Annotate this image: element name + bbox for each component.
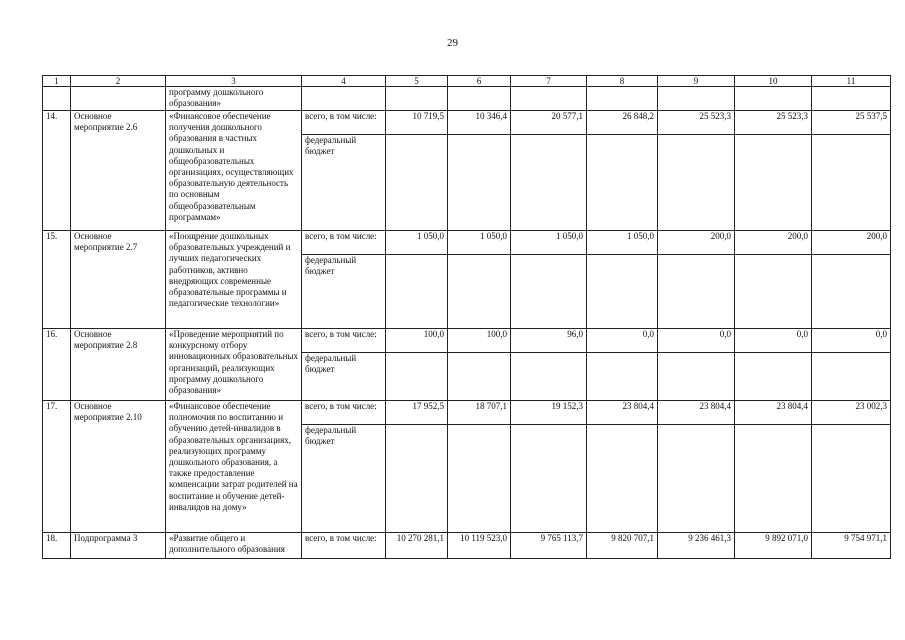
federal-label: федеральный бюджет: [302, 425, 386, 533]
value-cell: 1 050,0: [511, 231, 587, 255]
value-cell: 19 152,3: [511, 401, 587, 425]
page-number: 29: [447, 37, 458, 49]
federal-label: федеральный бюджет: [302, 255, 386, 329]
column-number: 10: [735, 76, 812, 87]
measure-name: Основное мероприятие 2.10: [71, 401, 166, 533]
table-row: [43, 533, 891, 559]
value-cell: 26 848,2: [587, 111, 658, 135]
value-cell: 0,0: [735, 329, 812, 353]
value-cell: 20 577,1: [511, 111, 587, 135]
total-label: всего, в том числе:: [302, 231, 386, 255]
value-cell: 100,0: [448, 329, 511, 353]
total-label: всего, в том числе:: [302, 111, 386, 135]
column-number: 7: [511, 76, 587, 87]
value-cell: 1 050,0: [386, 231, 448, 255]
value-cell: 0,0: [587, 329, 658, 353]
value-cell: 18 707,1: [448, 401, 511, 425]
budget-table: [42, 75, 891, 559]
column-number: 5: [386, 76, 448, 87]
value-cell: 23 002,3: [812, 401, 891, 425]
value-cell: 200,0: [735, 231, 812, 255]
value-cell: 1 050,0: [587, 231, 658, 255]
table-row: [43, 401, 891, 425]
value-cell: 25 523,3: [658, 111, 735, 135]
measure-description: «Финансовое обеспечение получения дошкольного образования в частных дошкольных и общеобразовательных организациях, осуществляющих образовательную деятельность по основным общеобразовательным программам»: [166, 111, 302, 231]
value-cell: 100,0: [386, 329, 448, 353]
measure-name: Основное мероприятие 2.8: [71, 329, 166, 401]
column-number: 2: [71, 76, 166, 87]
value-cell: 23 804,4: [658, 401, 735, 425]
value-cell: 200,0: [812, 231, 891, 255]
value-cell: 10 346,4: [448, 111, 511, 135]
row-number: 18.: [43, 533, 71, 559]
value-cell: 25 537,5: [812, 111, 891, 135]
table-row: [43, 231, 891, 255]
table-row: [43, 111, 891, 135]
column-number: 4: [302, 76, 386, 87]
value-cell: 10 719,5: [386, 111, 448, 135]
total-label: всего, в том числе:: [302, 329, 386, 353]
column-number: 9: [658, 76, 735, 87]
row-number: 17.: [43, 401, 71, 533]
row-number: 16.: [43, 329, 71, 401]
column-number: 6: [448, 76, 511, 87]
value-cell: 9 236 461,3: [658, 533, 735, 559]
value-cell: 17 952,5: [386, 401, 448, 425]
value-cell: 200,0: [658, 231, 735, 255]
measure-description: «Финансовое обеспечение полномочия по воспитанию и обучению детей-инвалидов в образовательных организациях, реализующих программу дошкольного образования, а также предоставление компенсации затрат родителей на воспитание и обучение детей-инвалидов на дому»: [166, 401, 302, 533]
value-cell: 23 804,4: [735, 401, 812, 425]
value-cell: 25 523,3: [735, 111, 812, 135]
measure-name: Основное мероприятие 2.6: [71, 111, 166, 231]
value-cell: 1 050,0: [448, 231, 511, 255]
value-cell: 0,0: [812, 329, 891, 353]
federal-label: федеральный бюджет: [302, 135, 386, 231]
continuation-description: программу дошкольного образования»: [166, 87, 302, 111]
column-number: 1: [43, 76, 71, 87]
total-label: всего, в том числе:: [302, 401, 386, 425]
column-number-row: [43, 76, 891, 87]
value-cell: 9 892 071,0: [735, 533, 812, 559]
measure-description: «Поощрение дошкольных образовательных учреждений и лучших педагогических работников, активно внедряющих современные образовательные программы и педагогические технологии»: [166, 231, 302, 329]
continuation-row: [43, 87, 891, 111]
measure-name: Основное мероприятие 2.7: [71, 231, 166, 329]
column-number: 3: [166, 76, 302, 87]
measure-description: «Проведение мероприятий по конкурсному отбору инновационных образовательных организаций, реализующих программу дошкольного образования»: [166, 329, 302, 401]
measure-name: Подпрограмма 3: [71, 533, 166, 559]
value-cell: 9 765 113,7: [511, 533, 587, 559]
value-cell: 23 804,4: [587, 401, 658, 425]
value-cell: 10 270 281,1: [386, 533, 448, 559]
value-cell: 0,0: [658, 329, 735, 353]
total-label: всего, в том числе:: [302, 533, 386, 559]
table-row: [43, 329, 891, 353]
row-number: 14.: [43, 111, 71, 231]
measure-description: «Развитие общего и дополнительного образования: [166, 533, 302, 559]
value-cell: 9 754 971,1: [812, 533, 891, 559]
value-cell: 10 119 523,0: [448, 533, 511, 559]
value-cell: 9 820 707,1: [587, 533, 658, 559]
row-number: 15.: [43, 231, 71, 329]
column-number: 11: [812, 76, 891, 87]
column-number: 8: [587, 76, 658, 87]
federal-label: федеральный бюджет: [302, 353, 386, 401]
value-cell: 96,0: [511, 329, 587, 353]
